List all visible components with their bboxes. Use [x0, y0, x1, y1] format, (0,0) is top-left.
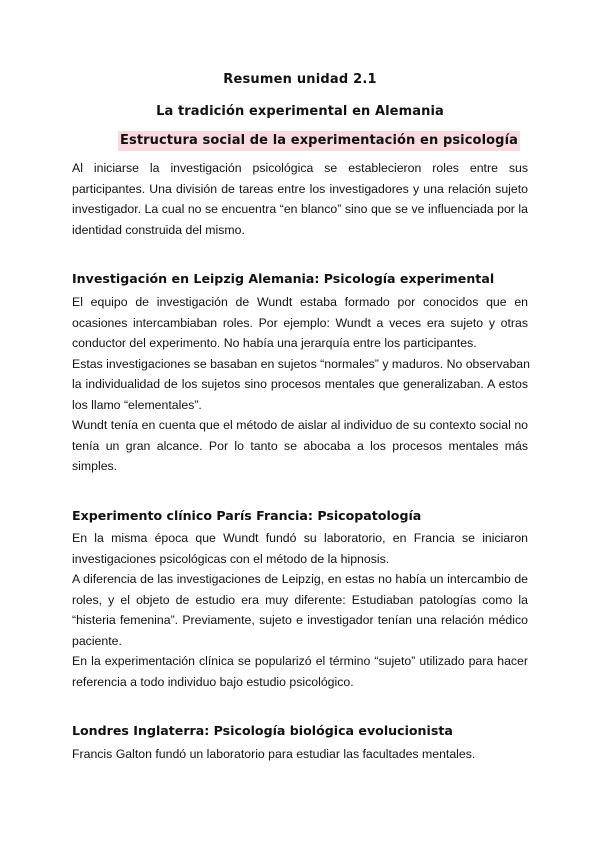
text-line: investigaciones psicológicas con el método de la hipnosis.	[72, 551, 390, 566]
section-heading-leipzig: Investigación en Leipzig Alemania: Psicología experimental	[72, 271, 495, 286]
text-line: conductor del experimento. No había una jerarquía entre los participantes.	[72, 336, 477, 350]
document-subtitle: La tradición experimental en Alemania	[156, 104, 444, 119]
text-line: investigador. La cual no se encuentra “en blanco” sino que se ve influenciada por la	[72, 202, 528, 216]
text-line: identidad construida del mismo.	[72, 222, 245, 237]
text-line: Al iniciarse la investigación psicológica se establecieron roles entre sus	[72, 161, 528, 175]
text-line: El equipo de investigación de Wundt estaba formado por conocidos que en	[72, 295, 528, 309]
text-line: paciente.	[72, 633, 122, 648]
text-line: Wundt tenía en cuenta que el método de aislar al individuo de su contexto social no	[72, 418, 528, 432]
intro-paragraph	[72, 158, 528, 240]
text-line: los llamo “elementales”.	[72, 397, 202, 412]
text-line: Francis Galton fundó un laboratorio para estudiar las facultades mentales.	[72, 747, 476, 761]
section-heading-paris: Experimento clínico París Francia: Psicopatología	[72, 508, 422, 523]
text-line: referencia a todo individuo bajo estudio psicológico.	[72, 674, 354, 689]
section-body-londres	[72, 744, 528, 765]
section-body-leipzig	[72, 292, 528, 477]
text-line: roles, y el objeto de estudio era muy diferente: Estudiaban patologías como la	[72, 592, 528, 607]
section-heading-londres: Londres Inglaterra: Psicología biológica evolucionista	[72, 723, 453, 738]
document-title: Resumen unidad 2.1	[223, 72, 377, 87]
text-line: En la misma época que Wundt fundó su laboratorio, en Francia se iniciaron	[72, 531, 528, 545]
text-line: ocasiones intercambiaban roles. Por ejemplo: Wundt a veces era sujeto y otras	[72, 315, 528, 330]
text-line: Estas investigaciones se basaban en sujetos “normales” y maduros. No observaban	[72, 356, 530, 371]
text-line: A diferencia de las investigaciones de Leipzig, en estas no había un intercambio de	[72, 572, 528, 586]
text-line: simples.	[72, 459, 118, 473]
section-body-paris	[72, 528, 528, 692]
text-line: participantes. Una división de tareas entre los investigadores y una relación sujeto	[72, 181, 528, 196]
highlighted-heading: Estructura social de la experimentación en psicología	[118, 131, 520, 151]
text-line: “histeria femenina”. Previamente, sujeto e investigador tenían una relación médico	[72, 613, 528, 627]
text-line: En la experimentación clínica se popularizó el término “sujeto” utilizado para hacer	[72, 654, 528, 668]
text-line: la individualidad de los sujetos sino procesos mentales que generalizaban. A estos	[72, 377, 528, 391]
text-line: tenía un gran alcance. Por lo tanto se abocaba a los procesos mentales más	[72, 438, 528, 453]
